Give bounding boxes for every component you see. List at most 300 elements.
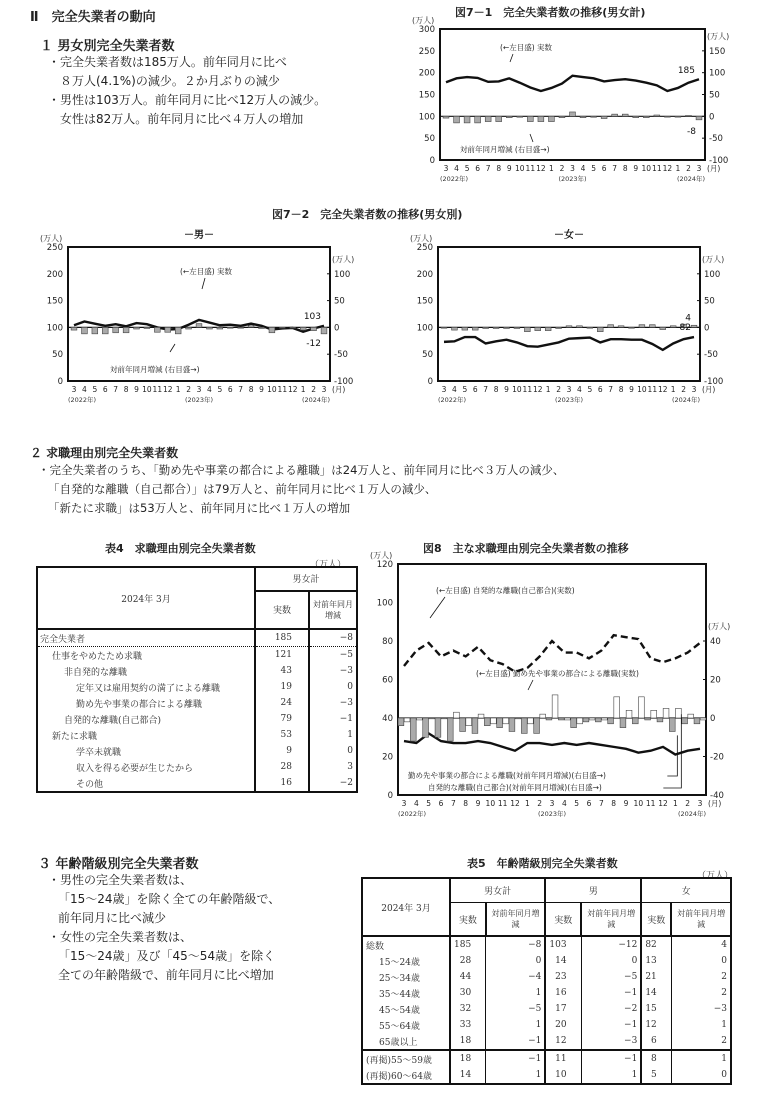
row-change: −8 <box>309 629 357 647</box>
bullet-text: ・女性の完全失業者数は、 <box>48 930 193 944</box>
bar-23 <box>686 115 692 116</box>
row-change: 0 <box>721 1070 727 1080</box>
x-tick-label: 3 <box>697 799 703 808</box>
x-tick-label: 12 <box>536 164 546 173</box>
row-value: 21 <box>641 969 671 985</box>
bar-7 <box>144 327 150 328</box>
x-tick-label: 10 <box>267 385 277 394</box>
bar-22 <box>675 116 681 117</box>
table-row <box>37 695 357 711</box>
bar-21 <box>663 708 669 718</box>
bullet-text: 「新たに求職」は53万人と、前年同月に比べ１万人の増加 <box>48 501 351 515</box>
x-tick-label: 9 <box>506 164 512 173</box>
bar-9 <box>535 327 541 330</box>
bar-4 <box>113 327 119 332</box>
x-tick-label: 9 <box>504 385 509 394</box>
bar-21 <box>664 116 670 117</box>
x-tick-label: 4 <box>580 164 586 173</box>
row-change: −2 <box>339 778 353 788</box>
end-value-label: 103 <box>303 311 321 322</box>
table4-title: 表4 求職理由別完全失業者数 <box>105 542 256 555</box>
bar-0 <box>443 116 449 118</box>
bar-8 <box>497 718 503 728</box>
row-value: 12 <box>545 1033 581 1050</box>
bar-24 <box>321 327 327 333</box>
row-value: 12 <box>641 1017 671 1033</box>
bar-19 <box>643 116 649 117</box>
right-tick-label: 50 <box>709 90 720 101</box>
row-value: 23 <box>545 969 581 985</box>
bar-11 <box>186 327 192 329</box>
x-tick-label: 3 <box>696 164 702 173</box>
left-tick-label: 250 <box>416 243 433 253</box>
left-tick-label: 40 <box>382 714 393 724</box>
row-value: 13 <box>641 953 671 969</box>
table-row <box>37 711 357 727</box>
annotation-arrow <box>667 735 677 776</box>
x-tick-label: 3 <box>443 164 449 173</box>
x-tick-label: 3 <box>441 385 447 394</box>
x-tick-label: 4 <box>452 385 457 394</box>
row-change: −5 <box>486 1001 546 1017</box>
bar-13 <box>565 718 571 720</box>
series-annotation: (←左目盛) 勤め先や事業の都合による離職(実数) <box>476 669 639 678</box>
x-tick-label: 6 <box>102 385 108 394</box>
bar-13 <box>580 116 586 117</box>
bar-18 <box>259 327 265 328</box>
bar-7 <box>517 116 523 117</box>
row-label: 非自発的な離職 <box>37 663 255 679</box>
x-tick-label: 1 <box>524 799 530 808</box>
x-tick-label: 10 <box>633 799 644 808</box>
year-label: (2024年) <box>671 396 701 404</box>
plot-frame <box>440 29 705 160</box>
row-value: 82 <box>641 936 671 953</box>
table-row <box>362 985 731 1001</box>
x-tick-label: 12 <box>287 385 298 394</box>
bar-1 <box>454 116 460 123</box>
x-tick-label: 12 <box>532 385 543 394</box>
table-row <box>37 663 357 679</box>
x-tick-label: 10 <box>142 385 152 394</box>
left-tick-label: 200 <box>418 68 435 79</box>
x-tick-label: 3 <box>691 385 697 394</box>
year-label: (2024年) <box>301 396 331 404</box>
x-tick-label: 8 <box>123 385 129 394</box>
bullet-text: ・男性の完全失業者数は、 <box>48 873 193 887</box>
fig7-2-title: 図7－2 完全失業者数の推移(男女別) <box>272 208 463 221</box>
x-tick-label: 1 <box>300 385 306 394</box>
table5-col-header: 対前年同月増減 <box>671 903 731 936</box>
bar-20 <box>651 710 657 718</box>
bar-11 <box>534 718 540 733</box>
row-label: 15～24歳 <box>362 953 450 969</box>
row-change: 1 <box>486 1017 546 1033</box>
x-tick-label: 8 <box>611 799 617 808</box>
subsection-1-title: １ 男女別完全失業者数 <box>40 39 175 54</box>
bar-23 <box>688 714 694 718</box>
row-value: 6 <box>641 1033 671 1050</box>
left-tick-label: 50 <box>422 350 433 361</box>
row-change: −5 <box>339 650 353 660</box>
x-tick-label: 10 <box>641 164 652 173</box>
x-tick-label: 11 <box>522 385 533 394</box>
bullet-text: ８万人(4.1%)の減少。２か月ぶりの減少 <box>60 74 280 88</box>
row-change: −3 <box>339 698 353 708</box>
table-row <box>362 1050 731 1067</box>
row-value: 14 <box>545 953 581 969</box>
bar-12 <box>570 112 576 116</box>
x-tick-label: 12 <box>662 164 673 173</box>
left-tick-label: 0 <box>387 791 393 801</box>
bar-24 <box>694 718 700 724</box>
plot-frame <box>438 247 700 381</box>
year-label: (2024年) <box>677 810 707 818</box>
x-tick-label: 6 <box>597 385 603 394</box>
table5-unit: （万人） <box>697 871 734 881</box>
bar-2 <box>464 116 470 123</box>
chart-subtitle: －女－ <box>554 230 584 241</box>
bar-17 <box>618 326 624 328</box>
left-tick-label: 0 <box>429 156 435 166</box>
x-tick-label: 12 <box>658 799 668 808</box>
table-row <box>37 775 357 792</box>
x-tick-label: 6 <box>472 385 478 394</box>
bar-2 <box>429 718 435 719</box>
x-tick-label: 2 <box>559 164 565 173</box>
subsection-2-title: ２ 求職理由別完全失業者数 <box>30 446 179 460</box>
x-tick-label: 7 <box>612 164 618 173</box>
bullet-text: 「15～24歳」及び「45～54歳」を除く <box>58 949 276 963</box>
x-tick-label: 2 <box>311 385 316 394</box>
x-tick-label: 4 <box>413 799 419 808</box>
x-tick-label: 2 <box>556 385 561 394</box>
right-tick-label: 0 <box>709 112 715 123</box>
row-value: 14 <box>450 1067 486 1084</box>
bar-9 <box>165 327 171 332</box>
x-tick-label: 3 <box>549 799 555 808</box>
row-change: 0 <box>721 956 727 966</box>
x-tick-label: 5 <box>574 799 580 808</box>
row-label: (再掲)55～59歳 <box>362 1050 450 1067</box>
bar-5 <box>496 116 502 121</box>
right-tick-label: -20 <box>710 752 724 763</box>
table-row <box>37 727 357 743</box>
x-tick-label: 9 <box>629 385 634 394</box>
table5 <box>361 877 732 1085</box>
bar-0 <box>404 718 410 722</box>
x-tick-label: 3 <box>71 385 77 394</box>
bullet-text: 「15～24歳」を除く全ての年齢階級で、 <box>58 892 281 906</box>
row-label: その他 <box>37 775 255 792</box>
bar-5 <box>123 327 129 332</box>
row-value: 32 <box>450 1001 486 1017</box>
fig7-2-female-chart <box>400 222 759 412</box>
table5-period-header: 2024年 3月 <box>362 878 450 936</box>
row-value: 79 <box>255 711 309 727</box>
bar-20 <box>279 327 285 328</box>
x-tick-label: 7 <box>450 799 456 808</box>
table5-col-header: 対前年同月増減 <box>486 903 546 936</box>
bar-2 <box>462 327 468 330</box>
bar-20 <box>654 115 660 116</box>
right-tick-label: 50 <box>334 296 345 307</box>
x-tick-label: 1 <box>549 164 554 173</box>
x-tick-label: 2 <box>685 799 691 808</box>
table-row <box>37 679 357 695</box>
x-tick-label: 4 <box>207 385 212 394</box>
bar-3 <box>102 327 108 333</box>
right-tick-label: -100 <box>709 156 729 166</box>
year-label: (2023年) <box>554 396 584 404</box>
row-change: 2 <box>721 1036 727 1046</box>
x-tick-label: 12 <box>657 385 668 394</box>
row-label: 仕事をやめたため求職 <box>37 647 255 664</box>
right-axis-unit: (万人) <box>702 254 725 264</box>
bar-12 <box>566 326 572 328</box>
row-label: 65歳以上 <box>362 1033 450 1050</box>
bar-20 <box>645 718 651 720</box>
bar-2 <box>423 718 429 737</box>
x-tick-label: 8 <box>248 385 254 394</box>
right-tick-label: -50 <box>709 134 723 145</box>
bar-9 <box>515 718 521 719</box>
bar-24 <box>691 325 697 327</box>
bullet-text: ・完全失業者数は185万人。前年同月に比べ <box>48 55 287 69</box>
row-change: −1 <box>339 714 353 724</box>
x-tick-label: 5 <box>587 385 593 394</box>
annotation-arrow <box>430 597 445 618</box>
bar-1 <box>417 718 423 720</box>
series-annotation: (←左目盛) 自発的な離職(自己都合)(実数) <box>436 586 575 595</box>
table4-group-header: 男女計 <box>255 567 357 591</box>
table-row <box>37 759 357 775</box>
year-label: (2023年) <box>558 175 587 183</box>
x-tick-label: 12 <box>510 799 520 808</box>
table-row <box>362 936 731 953</box>
table-row <box>362 1033 731 1050</box>
x-tick-label: 7 <box>485 164 491 173</box>
series-annotation: 自発的な離職(自己都合)(対前年同月増減)(右目盛→) <box>428 783 602 792</box>
x-tick-label: 1 <box>670 385 676 394</box>
left-tick-label: 60 <box>382 675 393 686</box>
table5-group-header: 男 <box>545 878 641 903</box>
x-tick-label: 7 <box>113 385 119 394</box>
bar-14 <box>587 327 593 328</box>
row-label: 収入を得る必要が生じたから <box>37 759 255 775</box>
x-tick-label: 8 <box>496 164 502 173</box>
row-value: 5 <box>641 1067 671 1084</box>
row-change: −4 <box>486 969 546 985</box>
x-tick-label: 11 <box>152 385 163 394</box>
row-change: 0 <box>347 682 353 692</box>
bar-15 <box>601 116 607 118</box>
bar-12 <box>196 324 202 328</box>
x-unit-label: (月) <box>702 385 716 394</box>
x-tick-label: 5 <box>462 385 468 394</box>
fig8-title: 図8 主な求職理由別完全失業者数の推移 <box>423 542 629 555</box>
bar-19 <box>269 327 275 332</box>
series-annotation: (←左目盛) 実数 <box>500 43 553 52</box>
row-value: 30 <box>450 985 486 1001</box>
x-tick-label: 1 <box>675 164 681 173</box>
bar-0 <box>398 718 404 726</box>
bullet-text: ・完全失業者のうち、「勤め先や事業の都合による離職」は24万人と、前年同月に比べ３万人の減少、 <box>38 463 565 477</box>
bullet-text: ・男性は103万人。前年同月に比べ12万人の減少。 <box>48 93 327 107</box>
x-tick-label: 6 <box>227 385 233 394</box>
table4-period-header: 2024年 3月 <box>37 567 255 629</box>
bar-10 <box>528 718 534 724</box>
left-tick-label: 250 <box>418 46 435 57</box>
left-tick-label: 150 <box>416 296 433 307</box>
row-label: 勤め先や事業の都合による離職 <box>37 695 255 711</box>
right-tick-label: 20 <box>710 675 721 686</box>
bar-13 <box>207 327 213 329</box>
x-tick-label: 8 <box>618 385 624 394</box>
bullet-text: 女性は82万人。前年同月に比べ４万人の増加 <box>60 112 304 126</box>
table-row <box>362 953 731 969</box>
row-value: 10 <box>545 1067 581 1084</box>
bar-17 <box>622 114 628 116</box>
left-tick-label: 120 <box>376 560 393 570</box>
bar-4 <box>485 116 491 121</box>
left-tick-label: 20 <box>382 752 393 763</box>
right-tick-label: 100 <box>704 269 721 280</box>
x-tick-label: 11 <box>525 164 536 173</box>
year-label: (2022年) <box>437 396 467 404</box>
series-line-0 <box>404 635 700 672</box>
bar-9 <box>538 116 544 121</box>
bar-3 <box>435 718 441 737</box>
x-tick-label: 7 <box>598 799 604 808</box>
x-tick-label: 1 <box>672 799 678 808</box>
bar-10 <box>521 718 527 733</box>
left-tick-label: 100 <box>416 323 433 334</box>
row-value: 185 <box>450 936 486 953</box>
right-tick-label: 40 <box>710 637 721 647</box>
row-value: 16 <box>545 985 581 1001</box>
left-tick-label: 50 <box>52 350 63 361</box>
row-value: 16 <box>255 775 309 792</box>
bar-11 <box>559 116 565 117</box>
bar-15 <box>583 718 589 722</box>
bar-17 <box>248 326 254 328</box>
bar-1 <box>452 327 458 330</box>
table-row <box>362 1067 731 1084</box>
x-tick-label: 3 <box>401 799 407 808</box>
bar-8 <box>524 327 530 331</box>
x-tick-label: 7 <box>608 385 614 394</box>
x-tick-label: 5 <box>92 385 98 394</box>
x-unit-label: (月) <box>332 385 346 394</box>
row-label: (再掲)60～64歳 <box>362 1067 450 1084</box>
end-value-label: 185 <box>677 66 695 77</box>
bar-1 <box>82 327 88 333</box>
bar-4 <box>483 327 489 328</box>
bar-19 <box>632 718 638 724</box>
row-change: 0 <box>486 953 546 969</box>
right-tick-label: -50 <box>704 350 718 361</box>
left-tick-label: 0 <box>427 377 433 387</box>
x-tick-label: 5 <box>217 385 223 394</box>
year-label: (2023年) <box>184 396 214 404</box>
bullet-text: 全ての年齢階級で、前年同月に比べ増加 <box>58 968 274 982</box>
row-change: 2 <box>721 972 727 982</box>
row-value: 15 <box>641 1001 671 1017</box>
end-change-label: -8 <box>687 126 696 137</box>
table-row <box>362 969 731 985</box>
x-tick-label: 9 <box>259 385 264 394</box>
series-line-0 <box>444 337 694 350</box>
x-tick-label: 5 <box>464 164 470 173</box>
bar-18 <box>633 116 639 117</box>
table4-col-header: 対前年同月増減 <box>309 591 357 629</box>
bar-12 <box>546 718 552 720</box>
row-label: 学卒未就職 <box>37 743 255 759</box>
bar-18 <box>626 710 632 718</box>
series-annotation: (←左目盛) 実数 <box>180 267 233 276</box>
bar-15 <box>589 718 595 720</box>
bar-22 <box>676 708 682 718</box>
bar-3 <box>472 327 478 330</box>
bar-11 <box>556 327 562 328</box>
row-change: −3 <box>581 1033 641 1050</box>
x-tick-label: 5 <box>591 164 596 173</box>
right-axis-unit: (万人) <box>707 31 730 41</box>
x-tick-label: 6 <box>438 799 444 808</box>
bar-11 <box>540 714 546 718</box>
bar-16 <box>612 114 618 116</box>
subsection-3-title: ３ 年齢階級別完全失業者数 <box>38 857 199 872</box>
series-annotation: 勤め先や事業の都合による離職(対前年同月増減)(右目盛→) <box>408 771 606 780</box>
x-tick-label: 6 <box>601 164 607 173</box>
x-tick-label: 4 <box>577 385 582 394</box>
row-value: 14 <box>641 985 671 1001</box>
bar-3 <box>441 718 447 719</box>
row-label: 35～44歳 <box>362 985 450 1001</box>
row-change: −1 <box>581 1017 641 1033</box>
left-axis-unit: (万人) <box>370 551 393 560</box>
bar-22 <box>669 718 675 731</box>
bar-13 <box>558 718 564 720</box>
row-label: 55～64歳 <box>362 1017 450 1033</box>
x-tick-label: 11 <box>497 799 508 808</box>
bar-5 <box>493 327 499 328</box>
right-tick-label: 150 <box>709 46 726 57</box>
row-value: 28 <box>255 759 309 775</box>
right-tick-label: 0 <box>334 323 340 334</box>
bar-6 <box>134 327 140 329</box>
left-axis-unit: (万人) <box>40 234 63 243</box>
table5-group-header: 男女計 <box>450 878 545 903</box>
row-change: 1 <box>347 730 353 740</box>
year-label: (2024年) <box>676 175 706 183</box>
row-label: 新たに求職 <box>37 727 255 743</box>
fig7-1-title: 図7－1 完全失業者数の推移(男女計) <box>455 6 646 19</box>
subsection-1-body <box>48 53 326 129</box>
bar-15 <box>227 327 233 328</box>
row-value: 17 <box>545 1001 581 1017</box>
row-change: −1 <box>581 1050 641 1067</box>
x-tick-label: 2 <box>537 799 543 808</box>
row-value: 9 <box>255 743 309 759</box>
bar-6 <box>506 116 512 117</box>
x-tick-label: 3 <box>566 385 572 394</box>
x-tick-label: 9 <box>623 799 629 808</box>
row-value: 33 <box>450 1017 486 1033</box>
row-label: 定年又は雇用契約の満了による離職 <box>37 679 255 695</box>
bar-7 <box>484 718 490 726</box>
